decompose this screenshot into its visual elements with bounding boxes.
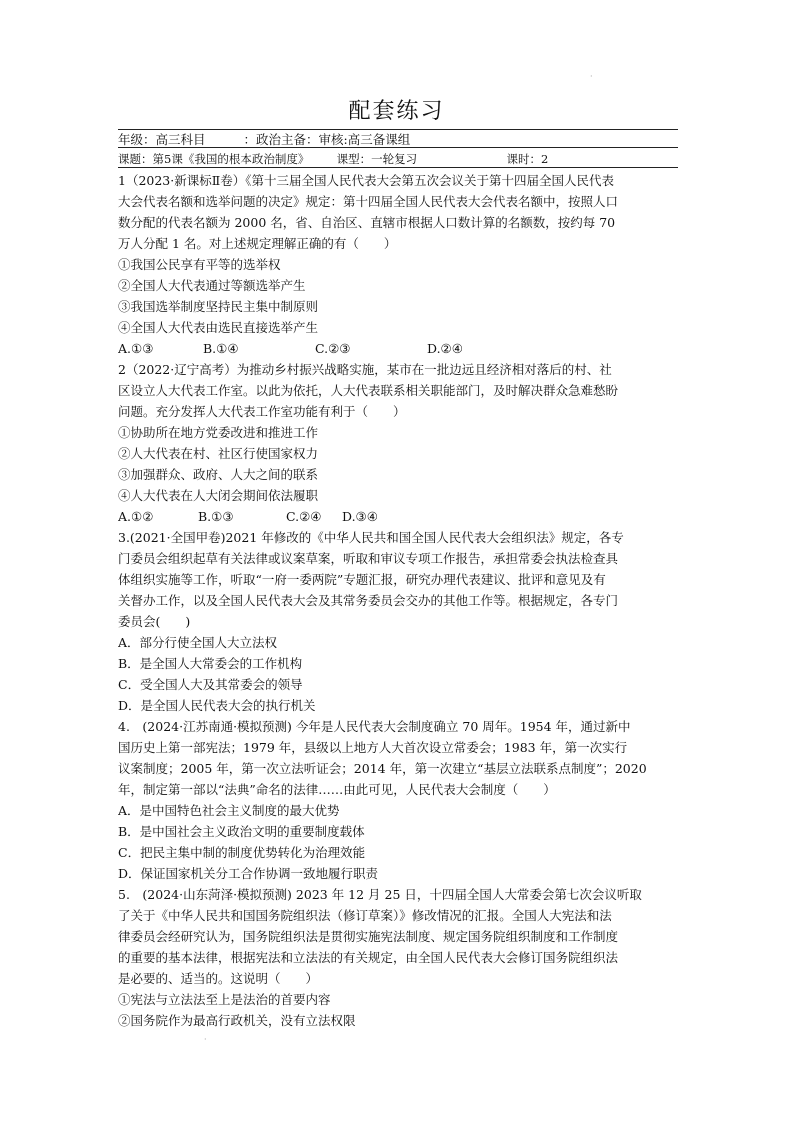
q2-statement-4: ④人大代表在人大闭会期间依法履职 [118,488,319,503]
q3-option-d: D．是全国人民代表大会的执行机关 [118,698,316,713]
q1-stem-line-3: 数分配的代表名额为 2000 名，省、自治区、直辖市根据人口数计算的名额数，按约每 70 [118,215,616,230]
q2-stem-line-3: 问题。充分发挥人大代表工作室功能有利于（ ） [118,404,406,419]
lead-reviewer-label: ：政治主备：审核:高三备课组 [243,132,411,147]
q5-stem-line-3: 律委员会经研究认为，国务院组织法是贯彻实施宪法制度、规定国务院组织制度和工作制度 [118,929,619,944]
q1-statement-4: ④全国人大代表由选民直接选举产生 [118,320,319,335]
q2-option-b: B.①③ [198,509,234,524]
header-bottom-rule [118,167,678,168]
lesson-hours-label: 课时：2 [506,152,549,166]
q1-stem-line-1: 1（2023·新课标Ⅱ卷）《第十三届全国人民代表大会第五次会议关于第十四届全国人民代表 [118,173,614,188]
q2-option-a: A.①② [118,509,154,524]
header-row-2 [118,151,678,167]
lesson-type-label: 课型：一轮复习 [336,152,418,166]
q3-option-a: A．部分行使全国人大立法权 [118,635,278,650]
q2-statement-1: ①协助所在地方党委改进和推进工作 [118,425,319,440]
scan-speck-2: · [204,1035,207,1044]
q3-stem-line-2: 门委员会组织起草有关法律或议案草案，听取和审议专项工作报告，承担常委会执法检查具 [118,551,619,566]
q1-option-d: D.②④ [427,341,463,356]
q4-option-b: B．是中国社会主义政治文明的重要制度载体 [118,824,365,839]
topic-label: 课题：第5课《我国的根本政治制度》 [118,152,310,166]
grade-label: 年级：高三科目 [118,132,206,147]
q5-stem-line-4: 的重要的基本法律，根据宪法和立法法的有关规定，由全国人民代表大会修订国务院组织法 [118,950,619,965]
q3-stem-line-1: 3.(2021·全国甲卷)2021 年修改的《中华人民共和国全国人民代表大会组织法》规定，各专 [118,530,624,545]
q1-options [118,340,688,361]
q2-stem-line-1: 2（2022·辽宁高考）为推动乡村振兴战略实施，某市在一批边远且经济相对落后的村、社 [118,362,612,377]
q1-option-a: A.①③ [118,341,154,356]
q5-stem-line-5: 是必要的、适当的。这说明（ ） [118,971,319,986]
q4-stem-line-1: 4. (2024·江苏南通·模拟预测) 今年是人民代表大会制度确立 70 周年。1954 年，通过新中 [118,719,631,734]
q2-options [118,508,688,529]
q5-stem-line-1: 5. (2024·山东菏泽·模拟预测) 2023 年 12 月 25 日，十四届全国人大常委会第七次会议听取 [118,887,642,902]
header-mid-rule [118,147,678,148]
q1-stem-line-4: 万人分配 1 名。对上述规定理解正确的有（ ） [118,236,397,251]
q3-stem-line-4: 关督办工作，以及全国人民代表大会及其常务委员会交办的其他工作等。根据规定，各专门 [118,593,619,608]
q2-option-c: C.②④ [286,509,322,524]
q4-stem-line-2: 国历史上第一部宪法；1979 年，县级以上地方人大首次设立常委会；1983 年，第一次实行 [118,740,628,755]
q1-stem-line-2: 大会代表名额和选举问题的决定》规定：第十四届全国人民代表大会代表名额中，按照人口 [118,194,619,209]
q2-statement-2: ②人大代表在村、社区行使国家权力 [118,446,319,461]
header-top-rule [118,129,678,130]
q4-option-d: D．保证国家机关分工合作协调一致地履行职责 [118,866,379,881]
scan-speck: · [590,72,593,81]
q5-stem-line-2: 了关于《中华人民共和国国务院组织法（修订草案）》修改情况的汇报。全国人大宪法和法 [118,908,612,923]
q1-option-b: B.①④ [203,341,239,356]
q5-statement-2: ②国务院作为最高行政机关，没有立法权限 [118,1013,356,1028]
page-title: 配套练习 [348,99,445,124]
q4-option-a: A．是中国特色社会主义制度的最大优势 [118,803,340,818]
q3-stem-line-3: 体组织实施等工作，听取“一府一委两院”专题汇报，研究办理代表建议、批评和意见及有 [118,572,606,587]
q1-statement-3: ③我国选举制度坚持民主集中制原则 [118,299,319,314]
q5-statement-1: ①宪法与立法法至上是法治的首要内容 [118,992,331,1007]
q1-option-c: C.②③ [315,341,351,356]
q4-stem-line-4: 年，制定第一部以“法典”命名的法律……由此可见，人民代表大会制度（ ） [118,782,556,797]
q3-option-b: B．是全国人大常委会的工作机构 [118,656,303,671]
q2-statement-3: ③加强群众、政府、人大之间的联系 [118,467,319,482]
header-row-1 [118,130,678,148]
q4-option-c: C．把民主集中制的制度优势转化为治理效能 [118,845,366,860]
q3-stem-line-5: 委员会( ) [118,614,191,629]
q1-statement-2: ②全国人大代表通过等额选举产生 [118,278,306,293]
q4-stem-line-3: 议案制度；2005 年，第一次立法听证会；2014 年，第一次建立“基层立法联系点制度”；2020 [118,761,647,776]
q1-statement-1: ①我国公民享有平等的选举权 [118,257,281,272]
q2-option-d: D.③④ [342,509,378,524]
q2-stem-line-2: 区设立人大代表工作室。以此为依托，人大代表联系相关职能部门，及时解决群众急难愁盼 [118,383,619,398]
q3-option-c: C．受全国人大及其常委会的领导 [118,677,303,692]
